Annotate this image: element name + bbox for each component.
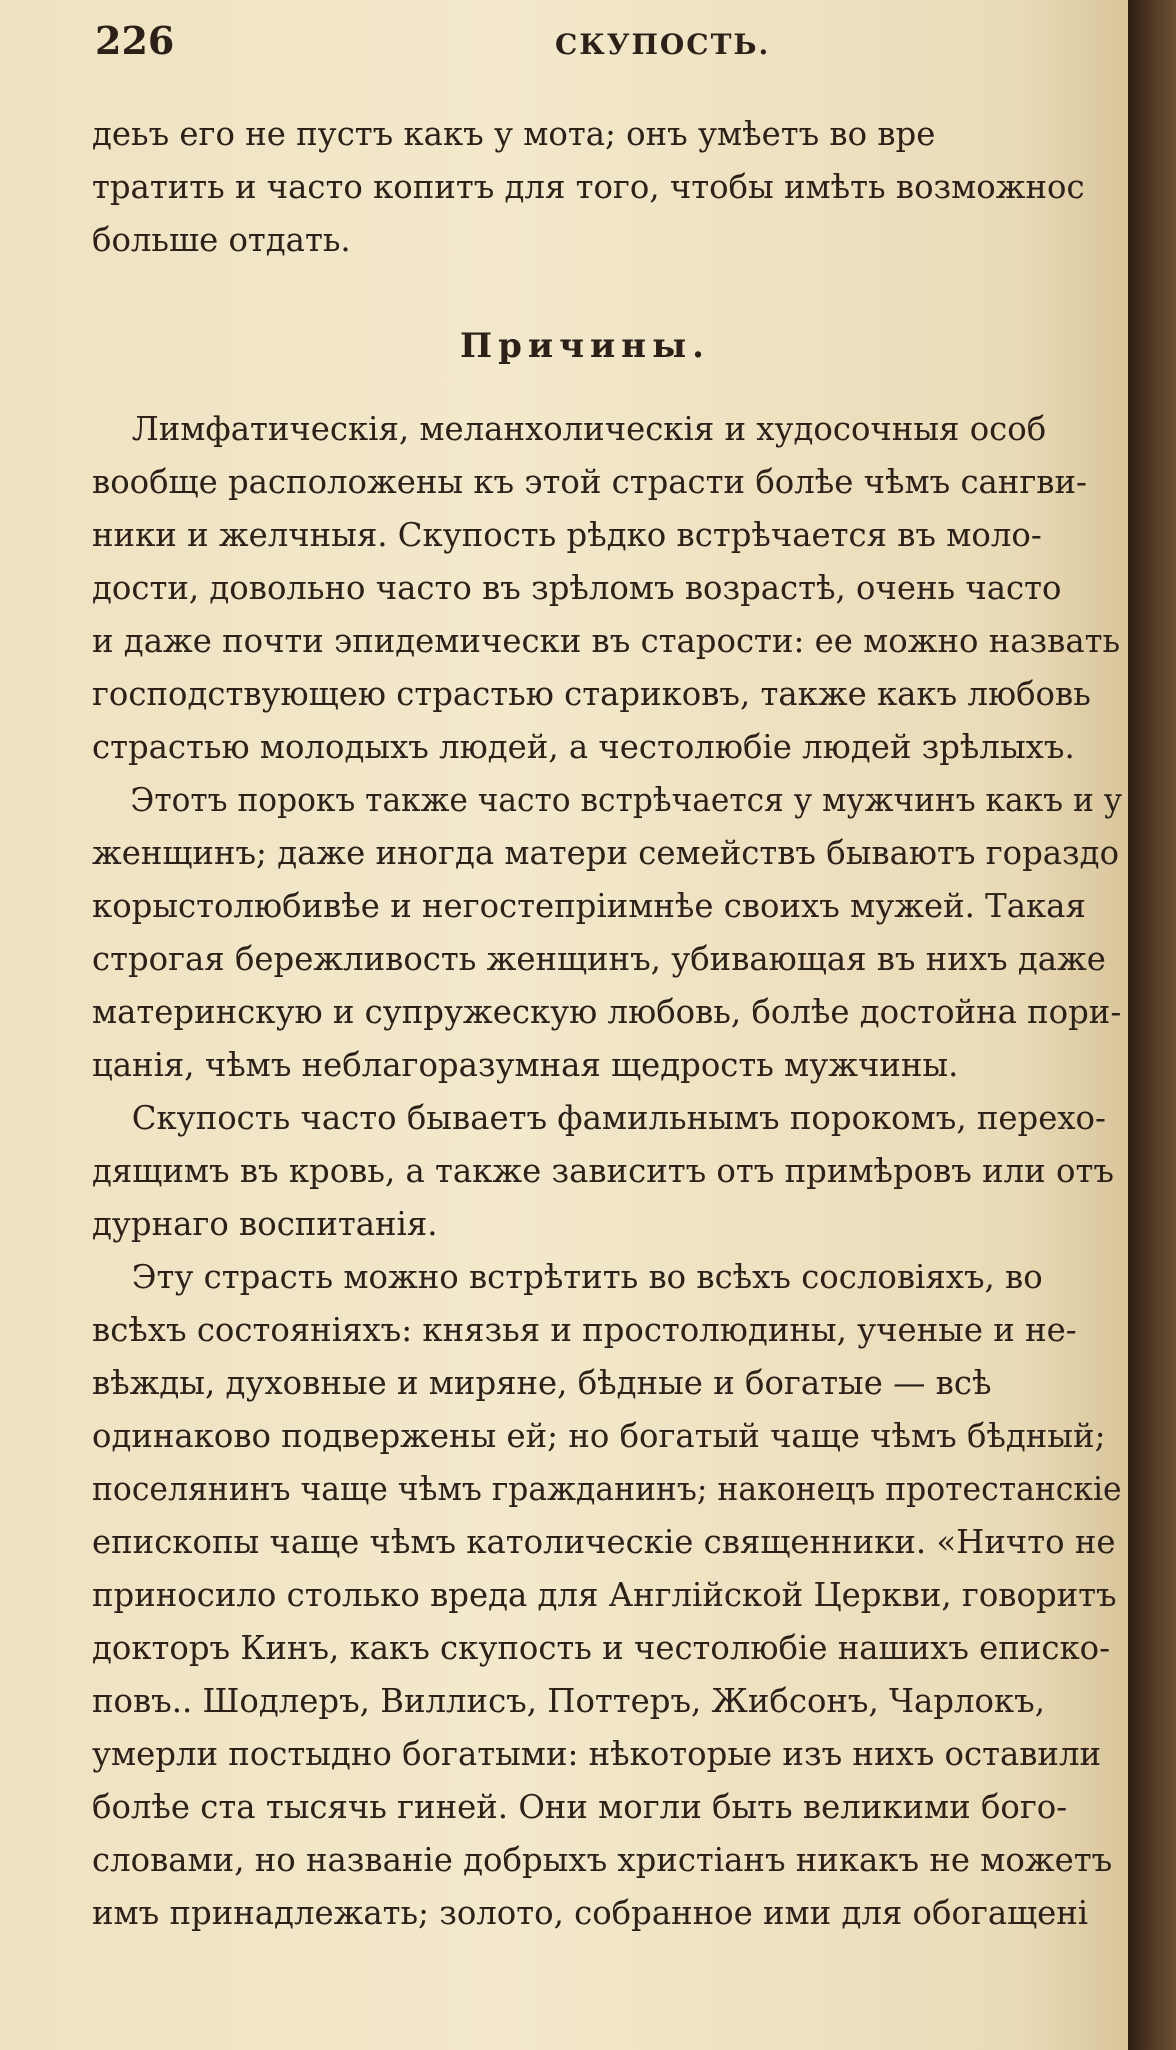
text-line: Эту страсть можно встрѣтить во всѣхъ сословіяхъ, во: [131, 1258, 1043, 1296]
text-line: корыстолюбивѣе и негостепріимнѣе своихъ мужей. Такая: [92, 887, 1086, 925]
text-line: страстью молодыхъ людей, а честолюбіе людей зрѣлыхъ.: [92, 728, 1075, 766]
text-line: женщинъ; даже иногда матери семействъ бываютъ гораздо: [92, 834, 1120, 872]
text-line: одинаково подвержены ей; но богатый чаще чѣмъ бѣдный;: [92, 1417, 1106, 1455]
text-line: больше отдать.: [92, 221, 351, 259]
text-line: дурнаго воспитанія.: [92, 1205, 438, 1243]
section-heading: Причины.: [459, 326, 710, 366]
text-line: словами, но названіе добрыхъ христіанъ никакъ не можетъ: [92, 1841, 1113, 1879]
paragraph-lines: [92, 403, 1128, 1940]
text-line: строгая бережливость женщинъ, убивающая въ нихъ даже: [92, 940, 1106, 978]
running-title: СКУПОСТЬ.: [555, 28, 771, 61]
text-line: Этотъ порокъ также часто встрѣчается у мужчинъ какъ и у: [130, 781, 1123, 819]
text-line: и даже почти эпидемически въ старости: ее можно назвать: [92, 622, 1121, 660]
text-line: Лимфатическія, меланхолическія и худосочныя особ: [131, 410, 1047, 448]
text-line: материнскую и супружескую любовь, болѣе достойна пори-: [92, 993, 1122, 1031]
text-line: тратить и часто копитъ для того, чтобы имѣть возможнос: [92, 168, 1085, 206]
text-line: цанія, чѣмъ неблагоразумная щедрость мужчины.: [92, 1046, 959, 1084]
book-spine: [1128, 0, 1176, 2050]
text-line: вѣжды, духовные и миряне, бѣдные и богатые — всѣ: [92, 1364, 992, 1402]
text-line: епископы чаще чѣмъ католическіе священники. «Ничто не: [92, 1523, 1116, 1561]
text-line: дящимъ въ кровь, а также зависитъ отъ примѣровъ или отъ: [92, 1152, 1114, 1190]
text-line: умерли постыдно богатыми: нѣкоторые изъ нихъ оставили: [92, 1735, 1102, 1773]
text-line: Скупость часто бываетъ фамильнымъ порокомъ, перехо-: [131, 1099, 1106, 1137]
text-line: имъ принадлежать; золото, собранное ими для обогащені: [92, 1894, 1089, 1932]
body-text: [92, 108, 1128, 1940]
text-line: докторъ Кинъ, какъ скупость и честолюбіе нашихъ еписко-: [92, 1629, 1111, 1667]
text-line: вообще расположены къ этой страсти болѣе чѣмъ сангви-: [92, 463, 1087, 501]
text-line: приносило столько вреда для Англійской Церкви, говоритъ: [92, 1576, 1117, 1614]
page-number: 226: [95, 18, 175, 63]
text-line: деьъ его не пустъ какъ у мота; онъ умѣетъ во вре: [92, 115, 936, 153]
page-header: [95, 18, 1105, 68]
text-line: ники и желчныя. Скупость рѣдко встрѣчается въ моло-: [92, 516, 1042, 554]
text-line: поселянинъ чаще чѣмъ гражданинъ; наконецъ протестанскіе: [92, 1470, 1122, 1508]
text-line: дости, довольно часто въ зрѣломъ возрастѣ, очень часто: [92, 569, 1062, 607]
text-line: господствующею страстью стариковъ, также какъ любовь: [92, 675, 1091, 713]
text-line: болѣе ста тысячь гиней. Они могли быть великими бого-: [92, 1788, 1068, 1826]
text-line: всѣхъ состояніяхъ: князья и простолюдины, ученые и не-: [92, 1311, 1077, 1349]
text-line: повъ.. Шодлеръ, Виллисъ, Поттеръ, Жибсонъ, Чарлокъ,: [92, 1682, 1045, 1720]
